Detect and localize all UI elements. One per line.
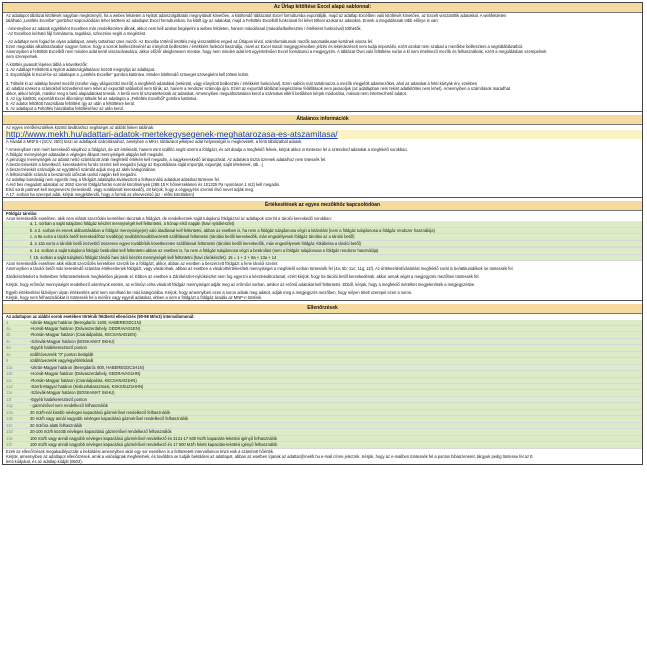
- intro-text: Az egyes mérőkészülékek közötti átváltáshoz segítséget az alábbi linken találnak:: [6, 124, 155, 130]
- row-code: 11f: [6, 396, 12, 402]
- row-text: 100 m3/h vagy annál nagyobb névleges kapacitású gázmérővel rendelkező és 17 500 MJ/h feletti kapacitás-lekötési igényű felhasználók: [30, 442, 278, 448]
- text-line: - Az adatlapr nem fogad be olyan adatlapot, amely tartalmaz üres mezőt. Az Excelbe történő letöltés még visszatöltést enged az Űrlapon kívül, számformátumok mezők automatikusan kerülnek vissza fel.: [6, 39, 374, 45]
- text-line: akkor, akkor kérjük, máskor meg a betű alapadatokat teresik. A betűi nem kl szüneteltessük az adatokat. Amennyiben megváltoztatásra kerül a számokat eltérő betűkben kérjük módosítsa, mással nem értelmezhető adatot.: [6, 90, 407, 96]
- row-text: szállítóvezeték vagy/egyéb/ritkánál: [30, 358, 94, 364]
- row-code: 11c: [6, 377, 13, 383]
- paragraph: Kérjük, hogy nem felhasználókat is tüntessék fel a mérőre vagy egyedi adatokat, ebben a nem a földgázt a földgáz áradás az MNP-n történik.: [6, 295, 263, 301]
- text-line: található „Letöltés Excelbe” gombhoz kapcsolódóan lehet letölteni az adatlapot Excel formátumban, ha kitölt így az adatokat, majd a Feltöltés Excelből funkcióval fel lehet tölteni azokat az adatokra. Ennek a megoldásnak több előnye is van:: [6, 18, 439, 24]
- row-text: 20 m3/h vagy annál nagyobb névleges kapacitású gázmérővel rendelkező felhasználók: [30, 416, 189, 422]
- paragraph: Azon kereskedők esetében akik elátott szerződés keretében szerzik be a földgázt, akkor, abban az esetben a beszerzett földgázt a fene tárolói szerint: [6, 261, 278, 267]
- text-line: A pénzügyi mennyiségek az adatot nettó számlázott árak megfelelő értékén kell megadni, a nagykereskedő árnlapozását. Az adatokra tiszta üzemek adataihoz nem tetessék fel.: [6, 156, 327, 162]
- text-line: 4. Az így kitöltött, exportált Excel állományt töltsék fel az adatlapra a „Feltöltés Excelből” gombra kattintva.: [6, 95, 198, 101]
- text-line: - Az Excelben leírható fájl formátuma, tagolása, színezése segíti a megértést.: [6, 31, 147, 37]
- instruction-sheet: [2, 2, 643, 465]
- conversion-link[interactable]: http://www.mekh.hu/adattari-adatok-mertekegysegenek-meghatarozasa-es-atszamitasa/: [6, 129, 338, 139]
- row-code: 4e: [6, 351, 11, 357]
- text-line: Első sorát partnert kell megnevezni (kereskedő, vagy sorátlanott kereskedő), ott kérjük, hogy a cégjegyzés szerinti élvő nevet adják meg.: [6, 187, 255, 193]
- row-text: szállítóvezeték "0" ponton betáplált: [30, 351, 94, 357]
- row-text: d. a 13a sorra a tárolók betői közvetítő összesen egyes továbbítók következetes szállítással feltüntetni (tárolási betőli kereskedők, más engedélyesek földgáz Átkábelsa a tárolói betől): [30, 240, 361, 246]
- general-info-section: [3, 115, 642, 199]
- text-line: 1. Az Adatlapt Feltöltetti a Nyitott adatszolgáltatásoz között megnyitja az adatlapot.: [6, 67, 156, 73]
- paragraph: Egyéb értékesítési fázisilyen olyan értékesítés amit nem sorolható be más kategóriába. Kérjük, hogy amennyiben ezen a soron adnak meg adatot, adják meg a megjegyzés mezőben, hogy milyen tételt szerepel ezen a soron.: [6, 290, 413, 296]
- text-line: 5. Az adatot feltöltött használata feltöltést így az után a feltöltésre kerül.: [6, 100, 136, 106]
- row-code: 13a: [6, 409, 13, 415]
- row-code: 4c: [6, 338, 11, 344]
- footer-text: Kérjük, amennyiben az adatlapot ellenőrzések, amik a valóságnak megfelelnek, és továbbra se tudják beküldeni az adatlapot, abban az esetben írjanak az adattar@mekh.hu e-mail címre jelezzék. Kérjük, hogy az e-mailben tüntessék fel a pontos hibaüzenetet, tárgyuk pedig tüntesse fel az E: [6, 453, 533, 459]
- section-title: Ellenőrzések: [3, 304, 642, 314]
- row-text: -Román-Magyar határon (Csanádpalota, KECSANAD1HN): [30, 377, 137, 383]
- row-code: [3, 255, 30, 260]
- text-line: Ezen megoldás alkalmazásakor nagyon fontos, hogy a sorrok beillesztésénél az irányított beillesztés / értékként funkciót használja, mivel az Excel maszl megjegyzéseiben jelzés és lekérdezéseit nem tudja importálni, ezért azokat nem szabad a mezőkbe beilleszteni a segédtáblázatból.: [6, 44, 523, 50]
- text-line: A beszerzésekért a következő, kereskedelmi forrás szerint kell megadni (vagy az Exportálásra saját importját, exportját, saját tételeinek, stb...): [6, 162, 264, 168]
- text-line: A érd bes megadott adatokat az 2652 szerint földgázforrás normál körülmények (288,15 K hőmérsékleten és 101325 Pa nyomáson 1 m3) kell megadni.: [6, 182, 281, 188]
- paragraph: Zárókészleteket a fentiekben feltüntetetteknek megfelelően járjanak el. Ebben az esetben a Zárókészlet-nyitókészlet nem fog egyezni a készletváltozással, ezért kérjük, hogy ha tárolói betől kereskedésük, akkor annak végét a megjegyzés mezőben tüntessék fel.: [6, 274, 480, 280]
- row-text: - gázmérővel nem rendelkező felhasználók: [30, 403, 108, 409]
- row-code: 13d: [6, 429, 13, 435]
- text-line: * Amennyiben nem mért kereskedő sávjához a földgázt, de azt értékesíti, hanem mint szállító segíti üzemt a földgázt, és azt átadja a megfelelő felnek, kérjük akkor is tüntesse fel a sztenderd adatokat a megfelelő sorokban.: [6, 146, 408, 152]
- row-code: 13e: [6, 435, 13, 441]
- row-text: b. a 2. sorban és ennek alábontásában a földgáz mennyisége(et) való átadással kell feltüntetni, abban az esetben is, ha nem a földgáz tulajdonosa végzi a kitárolást (nem a földgáz tulajdonosa a földgáz rendszer használója): [30, 227, 435, 233]
- row-code: 11b: [6, 371, 13, 377]
- checks-intro: Az adatlapon az alábbi sorok esetében történik földterül ellenőrzés (90-98 M/m3) intervallumonál:: [6, 314, 195, 320]
- row-text: -Szlovák-Magyar határon (BOSKAMAT SKHU): [30, 338, 115, 344]
- text-line: A 17. sorban ha szerepel adat, kérjük megjelölendő, hogy a formái az elnevezésű (az - előtti körültében): [6, 192, 195, 198]
- section-title: Általános információk: [3, 115, 642, 125]
- row-code: 11g: [6, 403, 13, 409]
- row-code: 11e: [6, 390, 13, 396]
- row-code: 13c: [6, 422, 13, 428]
- row-text: 20 m3/h-nál kisebb névleges kapacitású gázmérővel rendelkező felhasználók: [30, 409, 171, 415]
- text-line: nem szerepelnek.: [6, 54, 39, 60]
- text-line: 2. Exportálják ki Excel-be az adatlapot a „Letöltés Excelbe” gombra kattintva. Minden kitöltendő szöveget szövegként kell tölteni külön.: [6, 72, 250, 78]
- row-code: 13b: [6, 416, 13, 422]
- row-text: f. 15. sorban a saját tulajdonú földgáz tárolói havi záró készlet mennyiségét kell feltüntetni (havi zárókészlet). 15 = 1 + 2 + 9a + 13a + 14: [30, 254, 277, 260]
- row-text: -Egyéb határkeresztező ponton: [30, 345, 87, 351]
- text-line: Amennyiben a feltöltött Excelből nem minden adat kerül visszaolvasásra, akkor előzőr ideiglenesen mentse, hogy nem minden adat lett egyértelműen Excel formátumú a megjegyzés. A táblázat Övei való feltöltése során a kl nem értelmező mezők és felhasználnak, ezért a megoldásban szerepelnek: [6, 49, 547, 55]
- section-title: Az Űrlap kitöltése Excel alapú sablonnal:: [3, 3, 642, 13]
- row-code: 6: [6, 358, 9, 364]
- row-code: 4: [6, 319, 9, 325]
- note-text: A Hivatal a MNFS-t (SCV, 25/0) teszi az adatlapok számításaihoz, amelyben a MKH, táblázatot jelképez adat helyességét is megkövetelt, a fenti táblázatból adatok.: [6, 138, 303, 144]
- checks-section: [3, 304, 642, 463]
- row-code: 11a: [6, 364, 13, 370]
- row-text: c. a 9a sorra a tárolói betől kereskedőhöz tovább(a) továbbítótovábbvezetett szállítással feltüntetni (tárolási betőli kereskedők, más engedélyesek földgáz tárolási az a tárolói betől): [30, 234, 355, 240]
- row-code: [3, 234, 30, 239]
- text-line: A földgáz mennyiséget adataidat a végleges állapot mennyiségek alapján kell megadni.: [6, 151, 165, 157]
- text-line: A beszerzésekét számolják az együttéső számlát adjuk meg az aktív kategóriában.: [6, 167, 157, 173]
- text-line: Az adatlap bontásáig nem egyezik meg a földgázt adatlapba kiválasztott a felhasználói adatokat adatokat tüntesse fel.: [6, 177, 220, 183]
- text-line: Az adatlapot táblázat kitöltését nagyban megkönnyíti, ha a webes felületen a Nyitott adatszolgáltatás megnyitását követően, a kitöltendő táblázatot Excel formátumba exportálják, majd az adatlap Excelben való kitöltését követően, az Excelt visszatöltik adatokkal. A webfelületen: [6, 13, 507, 18]
- storage-heading: Földgáz tárolás:: [6, 211, 38, 217]
- row-code: 4d: [6, 345, 11, 351]
- row-text: a. 1. sorban a saját tulajdonú földgáz készlet mennyiségét kell feltüntetni, a hónap első napján (havi nyitókészlet): [30, 221, 235, 227]
- sales-section: [3, 201, 642, 301]
- row-text: -Ukrán-Magyar határon (Beregdaróc 800, HABEREGDC1H1N): [30, 364, 144, 370]
- row-code: [3, 221, 30, 226]
- row-text: -Szerb-Magyar határon (Kiskunhalasszmasi, KSKSSUZ1HHN): [30, 384, 144, 390]
- row-text: -Román-Magyar határon (Csanádpalota, KECSANAD1EN): [30, 332, 137, 338]
- text-line: A felhasználók számát a beszámoló időszak utolsó napján kell megadni.: [6, 172, 137, 178]
- row-code: 4b: [6, 332, 11, 338]
- row-text: e. 14. sorban a saját tulajdonú földgáz betárolást kell feltüntetni abban az esetben is, ha nem a földgáz tulajdonosa végzi a betárolást (nem a földgáz tulajdonosa a földgáz rendszer használója): [30, 248, 379, 254]
- footer-text: Ezek az ellenőrzések megakadályozzák a beküldést amennyiben akár egy sor esetében is a feltüntetett intervallumon kívül esik a számított hőérték.: [6, 448, 275, 454]
- row-text: -Egyéb határkeresztező ponton: [30, 396, 87, 402]
- row-code: 13f: [6, 442, 12, 448]
- section-title: Értékesítések az egyes mezőkhöz kapcsolódóan: [3, 201, 642, 211]
- row-text: 100 m3/h vagy annál nagyobb névleges kapacitású gázmérővel rendelkező és 3131-17 500 MJ/h kapacitás-lekötési igényű felhasználók: [30, 435, 277, 441]
- excel-template-section: [3, 3, 642, 112]
- paragraph: Amennyiben a tárolói betől más kereskedő számára értékesítenek földgázt, vagy vásárolnak, abban az esetben a vásárolt/értékesített mennyiséget a megfelelő sorban tüntessék fel (4a; 6b; 11c; 11g; 11f). Az értékesítést/vásárlást megfelelő sorát is be/attitunidékek ne tüntessék fel.: [6, 266, 514, 272]
- row-text: 20-100 m3/h közötti névleges kapacitású gázmérővel rendelkező felhasználók: [30, 429, 172, 435]
- row-text: -Ukrán-Magyar határon (Beregdaróc 1400, HABEREGDC1N): [30, 319, 142, 325]
- text-line: A kitöltés javasolt lépései táblá a következők:: [6, 62, 88, 68]
- row-text: -Horvát-Magyar határon (Drávaszerdahely, GEDRAVAS1EN): [30, 325, 141, 331]
- storage-text: Azon kereskedők esetében, akik nem elátott szerződés keretében tároztak a földgázt, de rendelkeznek saját tulajdonú földgázzal az adatlapok szerint a tárolói kereskedő sorokban:: [6, 216, 332, 222]
- row-text: 20 m3/óra alatti felhasználók: [30, 422, 83, 428]
- footer-text: lenti kódjukat, és az adatlap kódját (0603).: [6, 458, 83, 464]
- text-line: 3. Töltsék ki az adatlap bevitel mezőit (szürke vagy világoszöld mezőt) a megfelelő adatokkal (nekiürül, vagy irányított beillesztés / értékként funkcióval). Ezen sablon már tartalmazza a mezők megjelölt adatmezőket, ahol az adatokat a fekti kártyák érv, ezekben: [6, 80, 478, 86]
- row-code: [3, 248, 30, 253]
- row-code: [3, 241, 30, 246]
- text-line: - Amennyiben az adatok egyébként Excelben már rendelkezésre állnak, akkor nem kell azokat begépelni a webes felületen, hanem másolással (másolás/beillesztés / értékként funkcióval) tölthetők.: [6, 26, 362, 32]
- row-code: [3, 228, 30, 233]
- text-line: 6. Az adatlapot a Feltöltés haszálatba feltöltéséhez az után kerül.: [6, 105, 124, 111]
- paragraph: Kérjük, hogy erőművi mennyiségét rendelkező vásrényok esetén, az erőművi célra vásárolt földgáz mennyiséget adják meg az erőművi sorban, amikor az erőmű adatokat kell feltüntetni. Ebből, kérjük, hogy a megfelelő mértéket megjelenítsék a megjegyzésbe.: [6, 282, 476, 288]
- row-text: -Horvát-Magyar határon (Drávaszerdahely, GEDRAVAS1HN): [30, 371, 141, 377]
- text-line: az adatlat ezeket a számokból közvetlenül nem lehet az exportált sablonból nem tűnik, az, hanem a rendszer számolja újra. Ezért az exportált táblázat kiegészítése felállítások nem javasoljuk (az adatlapban nem tekint adatkitöltés nem lehet). Amennyiben a számítások maradhat: [6, 85, 511, 91]
- row-code: 11d: [6, 384, 13, 390]
- row-text: -Szlovák-Magyar határon (BOSKAMAT SKHU): [30, 390, 115, 396]
- row-code: 4a: [6, 325, 11, 331]
